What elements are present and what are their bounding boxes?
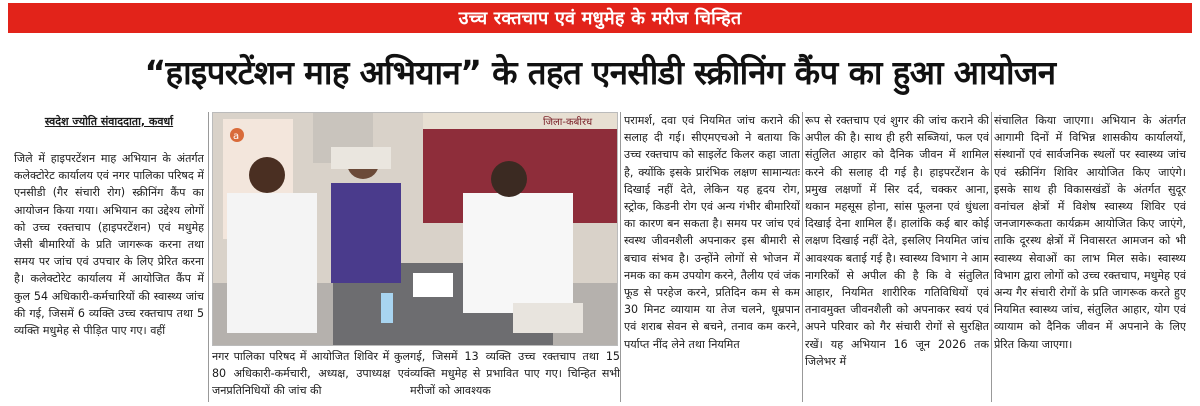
article-column-3-bottom (410, 348, 620, 402)
column-divider (208, 112, 209, 402)
screening-camp-photo (213, 113, 617, 345)
column-text: रूप से रक्तचाप एवं शुगर की जांच कराने की अपील की है। साथ ही हरी सब्जियां, फल एवं संतुलित आहार को दैनिक जीवन में शामिल करने की सलाह दी गई है। हाइपरटेंशन के प्रमुख लक्षणों में सिर दर्द, चक्कर आना, थकान महसूस होना, सांस फूलना एवं धुंधला दिखाई देना शामिल हैं। हालांकि कई बार कोई लक्षण दिखाई नहीं देते, इसलिए नियमित जांच आवश्यक बताई गई है। स्वास्थ्य विभाग ने आम नागरिकों से अपील की है कि वे संतुलित आहार, नियमित शारीरिक गतिविधियों एवं तनावमुक्त जीवनशैली को अपनाकर स्वयं एवं अपने परिवार को गैर संचारी रोगों से सुरक्षित रखें। यह अभियान 16 जून 2026 तक जिलेभर में (805, 114, 989, 368)
poster-logo: a (233, 131, 240, 142)
article-column-4 (624, 112, 800, 402)
headline: “हाइपरटेंशन माह अभियान” के तहत एनसीडी स्क्रीनिंग कैंप का हुआ आयोजन (144, 53, 1056, 92)
column-text: जिले में हाइपरटेंशन माह अभियान के अंतर्गत कलेक्टोरेट कार्यालय एवं नगर पालिका परिषद में एनसीडी (गैर संचारी रोग) स्क्रीनिंग कैंप का आयोजन किया गया। अभियान का उद्देश्य लोगों को उच्च रक्तचाप (हाइपरटेंशन) एवं मधुमेह जैसी बीमारियों के प्रति जागरूक करना तथा समय पर जांच एवं उपचार के लिए प्रेरित करना है। कलेक्टोरेट कार्यालय में आयोजित कैंप में कुल 54 अधिकारी-कर्मचारियों की स्वास्थ्य जांच की गई, जिसमें 6 व्यक्ति उच्च रक्तचाप तथा 5 व्यक्ति मधुमेह से पीड़ित पाए गए। वहीं (14, 152, 204, 338)
column-text: नगर पालिका परिषद में आयोजित शिविर में कुल 80 अधिकारी-कर्मचारी, अध्यक्ष, उपाध्यक्ष एवं जनप्रतिनिधियों की जांच की (212, 350, 410, 398)
article-column-5 (805, 112, 989, 402)
article-column-2-bottom (212, 348, 410, 402)
byline: स्वदेश ज्योति संवाददाता, कवर्धा (44, 115, 174, 128)
column-text: संचालित किया जाएगा। अभियान के अंतर्गत आगामी दिनों में विभिन्न शासकीय कार्यालयों, संस्थानों एवं सार्वजनिक स्थलों पर स्वास्थ्य जांच एवं स्क्रीनिंग शिविर आयोजित किए जाएंगे। इसके साथ ही विकासखंडों के अंतर्गत सुदूर वनांचल क्षेत्रों में विशेष स्वास्थ्य शिविर एवं जनजागरूकता कार्यक्रम आयोजित किए जाएंगे, ताकि दूरस्थ क्षेत्रों में निवासरत आमजन को भी स्वास्थ्य सेवाओं का लाभ मिल सके। स्वास्थ्य विभाग द्वारा लोगों को उच्च रक्तचाप, मधुमेह एवं अन्य गैर संचारी रोगों के प्रति जागरूक करते हुए नियमित स्वास्थ्य जांच, संतुलित आहार, योग एवं व्यायाम को दैनिक जीवन में अपनाने के लिए प्रेरित किया जाएगा। (994, 114, 1186, 351)
article-column-6 (994, 112, 1186, 402)
column-text: परामर्श, दवा एवं नियमित जांच कराने की सलाह दी गई। सीएमएचओ ने बताया कि उच्च रक्तचाप को साइलेंट किलर कहा जाता है, क्योंकि इसके प्रारंभिक लक्षण सामान्यतः दिखाई नहीं देते, लेकिन यह हृदय रोग, स्ट्रोक, किडनी रोग एवं अन्य गंभीर बीमारियों का कारण बन सकता है। समय पर जांच एवं स्वस्थ जीवनशैली अपनाकर इस बीमारी से बचाव संभव है। उन्होंने लोगों से भोजन में नमक का कम उपयोग करने, तैलीय एवं जंक फूड से परहेज करने, प्रतिदिन कम से कम 30 मिनट व्यायाम या तेज चलने, धूम्रपान एवं शराब सेवन से बचने, तनाव कम करने, पर्याप्त नींद लेने तथा नियमित (624, 114, 800, 351)
column-divider (802, 112, 803, 402)
news-photo (212, 112, 618, 346)
column-text: गई, जिसमें 13 व्यक्ति उच्च रक्तचाप तथा 15 व्यक्ति मधुमेह से प्रभावित पाए गए। चिन्हित सभी मरीजों को आवश्यक (410, 350, 620, 398)
column-divider (620, 112, 621, 402)
column-divider (991, 112, 992, 402)
photo-banner-text: जिला-कबीरध (543, 117, 593, 128)
article-column-1 (14, 150, 204, 400)
section-strap: उच्च रक्तचाप एवं मधुमेह के मरीज चिन्हित (8, 3, 1192, 33)
